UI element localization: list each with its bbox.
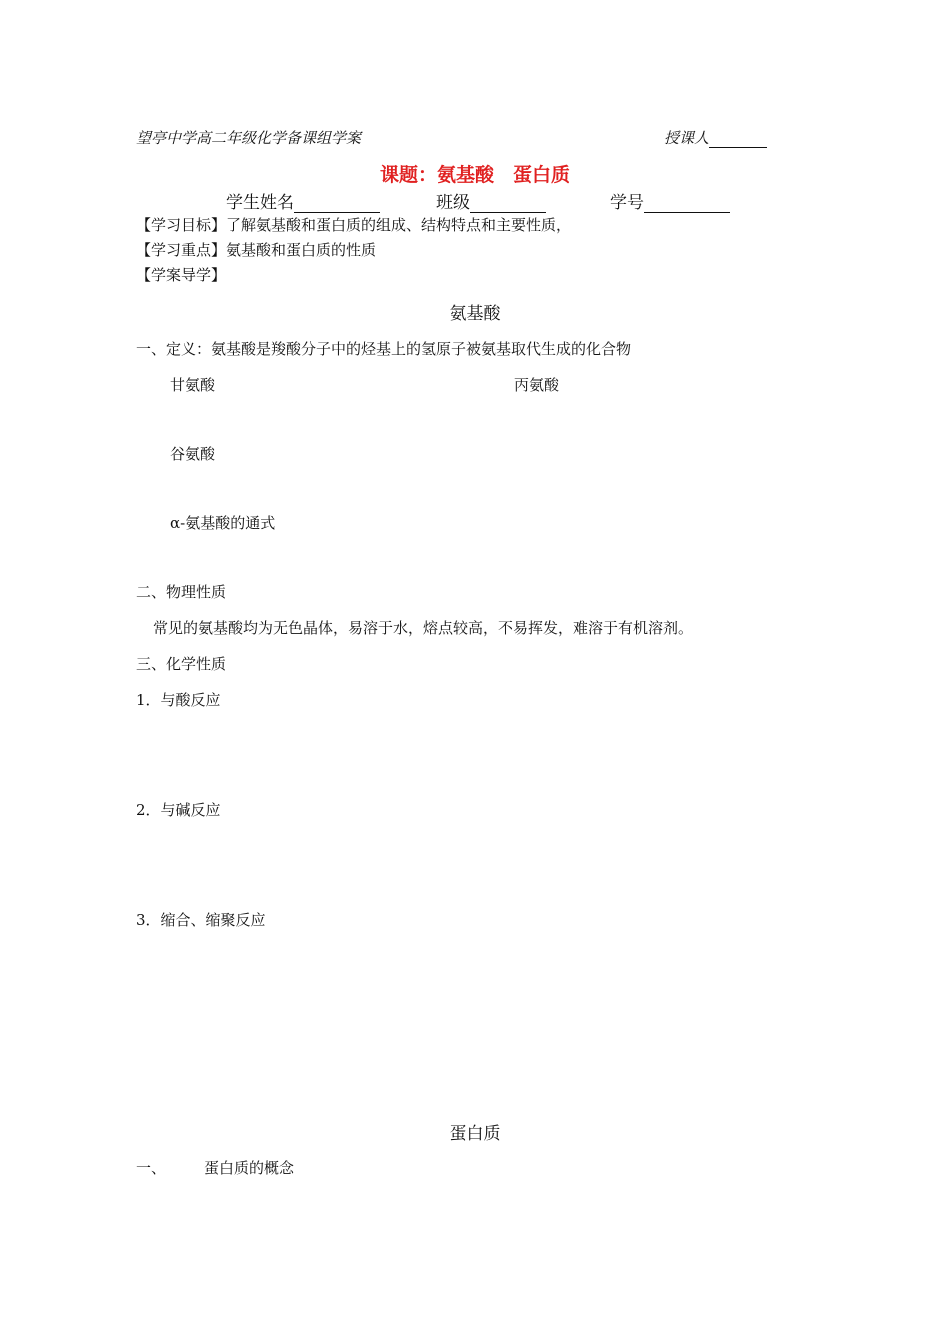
learning-objective: 【学习目标】了解氨基酸和蛋白质的组成、结构特点和主要性质， bbox=[136, 216, 572, 234]
student-number-field bbox=[610, 188, 730, 213]
glycine-label: 甘氨酸 bbox=[170, 376, 216, 394]
definition-text: 一、定义：氨基酸是羧酸分子中的烃基上的氢原子被氨基取代生成的化合物 bbox=[136, 340, 632, 358]
teacher-label: 授课人 bbox=[664, 129, 710, 147]
general-formula-label: α-氨基酸的通式 bbox=[170, 514, 276, 532]
class-blank bbox=[470, 196, 546, 213]
teacher-blank bbox=[709, 131, 767, 148]
student-name-blank bbox=[294, 196, 380, 213]
protein-concept: 蛋白质的概念 bbox=[204, 1159, 295, 1177]
physical-properties-text: 常见的氨基酸均为无色晶体，易溶于水，熔点较高，不易挥发，难溶于有机溶剂。 bbox=[153, 619, 694, 637]
learning-guide: 【学案导学】 bbox=[136, 266, 227, 284]
school-header: 望亭中学高二年级化学备课组学案 bbox=[136, 129, 362, 147]
class-label: 班级 bbox=[436, 193, 470, 213]
reaction-with-base: 2．与碱反应 bbox=[136, 801, 221, 819]
class-field bbox=[436, 188, 546, 213]
section-title-amino-acid: 氨基酸 bbox=[449, 304, 501, 324]
learning-focus: 【学习重点】氨基酸和蛋白质的性质 bbox=[136, 241, 377, 259]
alanine-label: 丙氨酸 bbox=[514, 376, 560, 394]
page-title: 课题：氨基酸 蛋白质 bbox=[379, 164, 570, 186]
reaction-with-acid: 1．与酸反应 bbox=[136, 691, 221, 709]
protein-item-number: 一、 bbox=[136, 1159, 167, 1177]
physical-properties-title: 二、物理性质 bbox=[136, 583, 227, 601]
section-title-protein: 蛋白质 bbox=[449, 1124, 501, 1144]
student-number-blank bbox=[644, 196, 730, 213]
student-name-field bbox=[226, 188, 380, 213]
chemical-properties-title: 三、化学性质 bbox=[136, 655, 227, 673]
teacher-field bbox=[664, 127, 767, 148]
student-name-label: 学生姓名 bbox=[226, 193, 294, 213]
condensation-reaction: 3．缩合、缩聚反应 bbox=[136, 911, 266, 929]
student-number-label: 学号 bbox=[610, 193, 644, 213]
glutamic-acid-label: 谷氨酸 bbox=[170, 445, 216, 463]
